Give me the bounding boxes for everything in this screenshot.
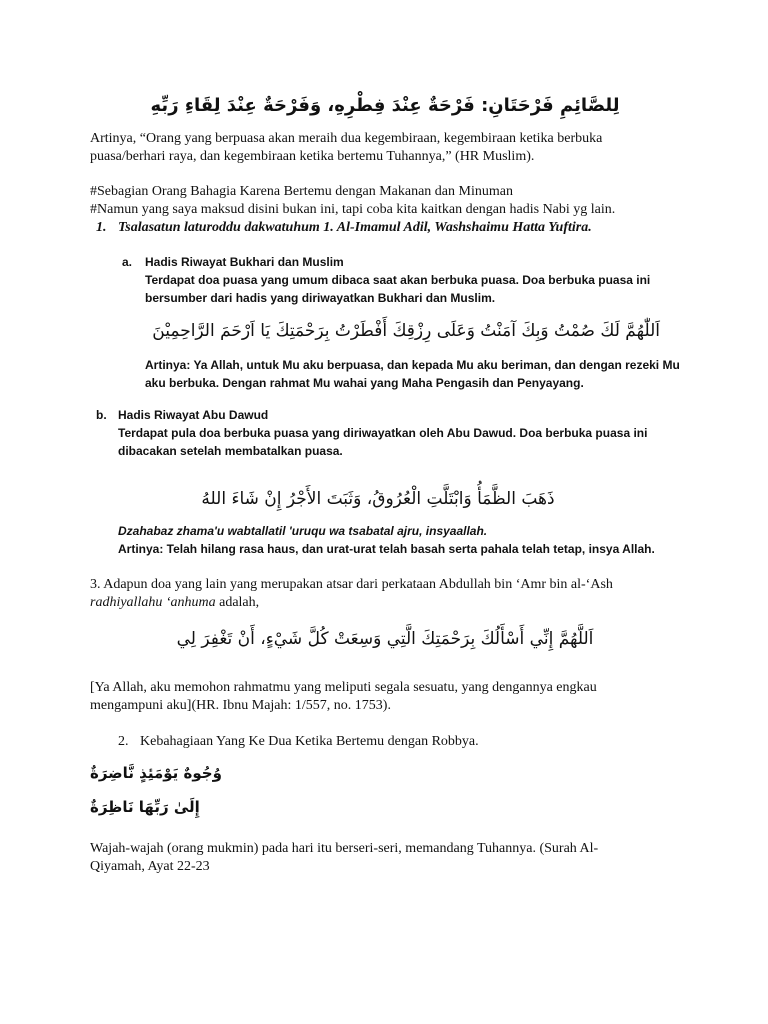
- quran-translation-line-2: Qiyamah, Ayat 22-23: [90, 859, 210, 874]
- item-a-description-line-1: Terdapat doa puasa yang umum dibaca saat akan berbuka puasa. Doa berbuka puasa ini: [145, 273, 651, 287]
- item-a-marker: a.: [122, 255, 133, 269]
- quran-ayah-22: وُجُوهٌ يَوْمَئِذٍ نَّاضِرَةٌ: [90, 764, 222, 782]
- intro-translation-line-1: Artinya, “Orang yang berpuasa akan meraih dua kegembiraan, kegembiraan ketika berbuka: [90, 131, 603, 146]
- item-b-latin-transliteration: Dzahabaz zhama'u wabtallatil 'uruqu wa tsabatal ajru, insyaallah.: [118, 524, 488, 538]
- item-a-meaning-line-2: aku berbuka. Dengan rahmat Mu wahai yang Maha Pengasih dan Penyayang.: [145, 376, 584, 390]
- item-a-title: Hadis Riwayat Bukhari dan Muslim: [145, 255, 344, 269]
- list-item-1-text: Tsalasatun laturoddu dakwatuhum 1. Al-Imamul Adil, Washshaimu Hatta Yuftira.: [118, 220, 592, 235]
- list-number-2: 2.: [118, 734, 129, 749]
- item-a-meaning-line-1: Artinya: Ya Allah, untuk Mu aku berpuasa, dan kepada Mu aku beriman, dan dengan rezeki Mu: [145, 358, 680, 372]
- hashtag-line-2: #Namun yang saya maksud disini bukan ini, tapi coba kita kaitkan dengan hadis Nabi yg lain.: [90, 202, 616, 217]
- section-3-arabic-prayer: اَللَّهُمَّ إِنِّي أَسْأَلُكَ بِرَحْمَتِكَ الَّتِي وَسِعَتْ كُلَّ شَيْءٍ، أَنْ تَغْفِرَ لِي: [176, 629, 594, 649]
- item-b-description-line-2: dibacakan setelah membatalkan puasa.: [118, 444, 343, 458]
- hashtag-line-1: #Sebagian Orang Bahagia Karena Bertemu dengan Makanan dan Minuman: [90, 184, 513, 199]
- item-b-title: Hadis Riwayat Abu Dawud: [118, 408, 269, 422]
- item-a-description-line-2: bersumber dari hadis yang diriwayatkan Bukhari dan Muslim.: [145, 291, 496, 305]
- item-b-marker: b.: [96, 408, 107, 422]
- item-b-meaning: Artinya: Telah hilang rasa haus, dan urat-urat telah basah serta pahala telah tetap, insya Allah.: [118, 542, 655, 556]
- list-item-2-text: Kebahagiaan Yang Ke Dua Ketika Bertemu dengan Robbya.: [140, 734, 479, 749]
- item-b-description-line-1: Terdapat pula doa berbuka puasa yang diriwayatkan oleh Abu Dawud. Doa berbuka puasa ini: [118, 426, 648, 440]
- section-3-translation-line-1: [Ya Allah, aku memohon rahmatmu yang meliputi segala sesuatu, yang dengannya engkau: [90, 680, 597, 695]
- quran-translation-line-1: Wajah-wajah (orang mukmin) pada hari itu berseri-seri, memandang Tuhannya. (Surah Al-: [90, 841, 599, 856]
- header-arabic-hadith: لِلصَّائِمِ فَرْحَتَانِ: فَرْحَةٌ عِنْدَ فِطْرِهِ، وَفَرْحَةٌ عِنْدَ لِقَاءِ رَبِّهِ: [150, 95, 620, 116]
- item-a-arabic-prayer: اَللّٰهُمَّ لَكَ صُمْتُ وَبِكَ آمَنْتُ وَعَلَى رِزْقِكَ أَفْطَرْتُ بِرَحْمَتِكَ يَا اَرْحَمَ الرَّاحِمِيْنَ: [152, 321, 660, 341]
- list-number-1: 1.: [96, 220, 107, 235]
- quran-ayah-23: إِلَىٰ رَبِّهَا نَاظِرَةٌ: [90, 798, 200, 816]
- section-3-line-2-rest: adalah,: [215, 595, 260, 610]
- section-3-line-1: 3. Adapun doa yang lain yang merupakan atsar dari perkataan Abdullah bin ‘Amr bin al-‘Ash: [90, 577, 613, 592]
- item-b-arabic-prayer: ذَهَبَ الظَّمَأُ وَابْتَلَّتِ الْعُرُوقُ، وَثَبَتَ الأَجْرُ إِنْ شَاءَ اللهُ: [201, 489, 555, 509]
- section-3-translation-line-2: mengampuni aku](HR. Ibnu Majah: 1/557, no. 1753).: [90, 698, 391, 713]
- section-3-line-2: [90, 594, 259, 612]
- section-3-honorific: radhiyallahu ‘anhuma: [90, 595, 216, 610]
- intro-translation-line-2: puasa/berhari raya, dan kegembiraan ketika bertemu Tuhannya,” (HR Muslim).: [90, 149, 535, 164]
